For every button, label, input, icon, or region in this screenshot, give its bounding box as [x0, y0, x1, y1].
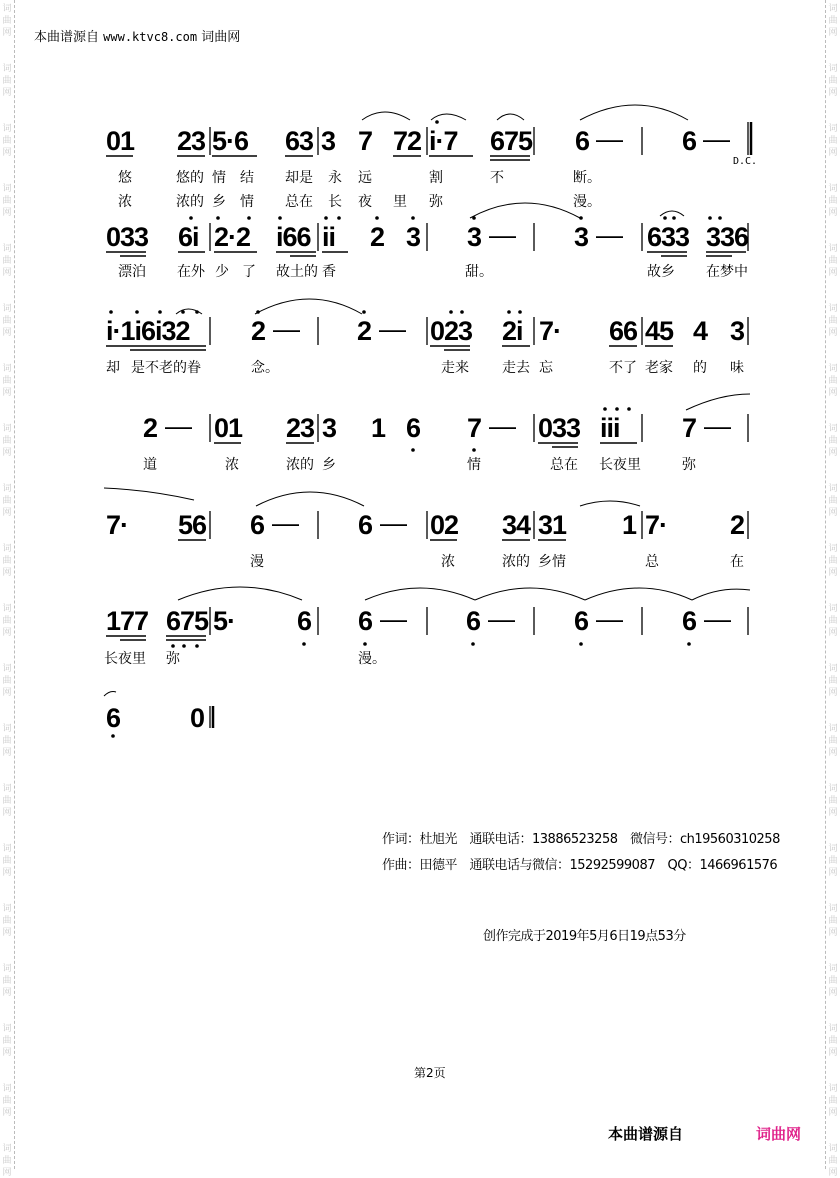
lyric: 弥 — [166, 651, 180, 667]
lyric: 结 — [240, 170, 254, 186]
watermark-char: 词 — [828, 1144, 838, 1154]
watermark-char: 词 — [828, 1024, 838, 1034]
note: 0 — [190, 703, 205, 733]
note: 033 — [538, 413, 581, 443]
watermark-char: 曲 — [828, 616, 838, 626]
lyric: 浓 — [441, 554, 455, 570]
beam-lines — [106, 156, 749, 640]
watermark-char: 词 — [2, 244, 12, 254]
note: 7· — [106, 510, 129, 540]
note-dash: — — [273, 314, 299, 344]
watermark-char: 网 — [2, 748, 12, 758]
note: 02 — [430, 510, 459, 540]
lyric: 远 — [358, 170, 372, 186]
lyric: 长夜里 — [599, 457, 641, 473]
lyric: 总在 — [550, 457, 578, 473]
watermark-char: 曲 — [828, 196, 838, 206]
note: 34 — [502, 510, 531, 540]
lyric: 不 — [490, 170, 504, 186]
footer-site-name[interactable]: 词曲网 — [756, 1125, 802, 1143]
watermark-char: 词 — [2, 364, 12, 374]
watermark-char: 词 — [828, 544, 838, 554]
header-site-name: 词曲网 — [201, 30, 241, 45]
watermark-char: 曲 — [828, 976, 838, 986]
lyric: 乡 — [212, 194, 226, 210]
watermark-char: 词 — [2, 964, 12, 974]
note: 3 — [574, 222, 589, 252]
watermark-char: 网 — [828, 1168, 838, 1178]
header-source-label: 本曲谱源自 — [34, 30, 100, 45]
note: 2 — [730, 510, 745, 540]
watermark-char: 网 — [828, 508, 838, 518]
watermark-char: 词 — [2, 1084, 12, 1094]
lyric: 长夜里 — [104, 651, 146, 667]
watermark-char: 曲 — [2, 676, 12, 686]
lyric: 漫。 — [573, 194, 601, 210]
note: iii — [600, 413, 620, 443]
note: 6 — [358, 510, 373, 540]
note-dash: — — [489, 411, 515, 441]
note-dash: — — [489, 220, 515, 250]
note: 01 — [106, 126, 135, 156]
note: 3 — [730, 316, 745, 346]
watermark-char: 曲 — [828, 316, 838, 326]
note: i·1i6i32 — [106, 316, 190, 346]
note: 56 — [178, 510, 207, 540]
note-dash: — — [596, 604, 622, 634]
note: 5· — [213, 606, 236, 636]
watermark-char: 词 — [2, 784, 12, 794]
note: 72 — [393, 126, 422, 156]
watermark-char: 词 — [2, 484, 12, 494]
note: 6 — [466, 606, 481, 636]
lyric: 的 — [693, 360, 707, 376]
header-url[interactable]: www.ktvc8.com — [103, 30, 198, 44]
watermark-char: 词 — [828, 724, 838, 734]
watermark-char: 词 — [828, 124, 838, 134]
watermark-char: 词 — [2, 664, 12, 674]
lyric: 夜 — [358, 194, 372, 210]
watermark-char: 曲 — [828, 76, 838, 86]
watermark-char: 网 — [2, 688, 12, 698]
note: 675 — [490, 126, 533, 156]
lyric: 香 — [322, 264, 336, 280]
note: 5·6 — [212, 126, 249, 156]
watermark-char: 网 — [828, 628, 838, 638]
watermark-char: 网 — [2, 808, 12, 818]
note: 6 — [106, 703, 121, 733]
lyric: 总在 — [285, 194, 313, 210]
watermark-char: 网 — [828, 1048, 838, 1058]
watermark-char: 词 — [2, 844, 12, 854]
note: 3 — [406, 222, 421, 252]
lyricist-credit: 作词：杜旭光 通联电话：13886523258 微信号：ch19560310258 — [382, 832, 780, 847]
watermark-char: 网 — [828, 148, 838, 158]
watermark-char: 曲 — [2, 736, 12, 746]
lyric: 道 — [143, 457, 157, 473]
watermark-char: 网 — [2, 328, 12, 338]
note-dash: — — [380, 508, 406, 538]
watermark-char: 词 — [828, 64, 838, 74]
watermark-char: 网 — [828, 748, 838, 758]
watermark-char: 词 — [828, 904, 838, 914]
lyric: 念。 — [251, 360, 279, 376]
note: 2 — [370, 222, 385, 252]
watermark-char: 词 — [2, 304, 12, 314]
watermark-char: 曲 — [828, 1156, 838, 1166]
watermark-char: 网 — [2, 388, 12, 398]
note-dash: — — [596, 124, 622, 154]
lyric: 故土的 — [276, 264, 318, 280]
lyric: 浓的 — [176, 194, 204, 210]
watermark-char: 词 — [828, 484, 838, 494]
watermark-char: 曲 — [2, 136, 12, 146]
lyric: 情 — [240, 194, 254, 210]
note: 6 — [297, 606, 312, 636]
watermark-char: 词 — [2, 424, 12, 434]
watermark-char: 网 — [828, 808, 838, 818]
watermark-char: 曲 — [2, 76, 12, 86]
note: 4 — [693, 316, 708, 346]
lyric: 悠 — [118, 170, 132, 186]
watermark-char: 网 — [828, 1108, 838, 1118]
note-dash: — — [165, 411, 191, 441]
watermark-char: 网 — [828, 448, 838, 458]
watermark-char: 网 — [828, 328, 838, 338]
watermark-char: 词 — [2, 64, 12, 74]
watermark-char: 曲 — [2, 316, 12, 326]
lyric: 不了 — [609, 360, 637, 376]
note-dash: — — [380, 604, 406, 634]
watermark-char: 词 — [2, 4, 12, 14]
watermark-char: 词 — [828, 304, 838, 314]
watermark-char: 网 — [2, 1168, 12, 1178]
lyric: 总 — [645, 554, 659, 570]
watermark-char: 曲 — [828, 1096, 838, 1106]
note: 3 — [322, 413, 337, 443]
note-dash: — — [488, 604, 514, 634]
lyric: 在外 — [177, 264, 205, 280]
note: 6 — [682, 126, 697, 156]
watermark-char: 曲 — [828, 436, 838, 446]
lyric: 悠的 — [176, 170, 204, 186]
note: 23 — [177, 126, 206, 156]
watermark-char: 网 — [828, 688, 838, 698]
note: 633 — [647, 222, 690, 252]
note: ii — [322, 222, 336, 252]
watermark-char: 词 — [2, 724, 12, 734]
note: 3 — [321, 126, 336, 156]
note-dash: — — [703, 124, 729, 154]
watermark-char: 词 — [828, 184, 838, 194]
note: 6 — [406, 413, 421, 443]
note: 2·2 — [214, 222, 251, 252]
watermark-char: 曲 — [828, 736, 838, 746]
lyric: 是不老的眷 — [131, 360, 201, 376]
watermark-char: 词 — [2, 904, 12, 914]
note: i66 — [276, 222, 311, 252]
watermark-char: 网 — [828, 208, 838, 218]
lyric: 浓的 — [286, 457, 314, 473]
watermark-char: 曲 — [828, 1036, 838, 1046]
note: 3 — [467, 222, 482, 252]
lyric: 忘 — [539, 360, 553, 376]
watermark-char: 网 — [828, 88, 838, 98]
watermark-char: 曲 — [828, 676, 838, 686]
note: 6 — [358, 606, 373, 636]
lyric: 乡 — [322, 457, 336, 473]
watermark-char: 网 — [2, 628, 12, 638]
watermark-char: 网 — [2, 268, 12, 278]
lyric: 断。 — [573, 170, 601, 186]
watermark-char: 词 — [2, 1144, 12, 1154]
lyric: 情 — [212, 170, 226, 186]
note-dash: — — [704, 411, 730, 441]
watermark-char: 曲 — [828, 856, 838, 866]
note: 6 — [575, 126, 590, 156]
note: 2 — [357, 316, 372, 346]
watermark-char: 网 — [2, 88, 12, 98]
watermark-char: 网 — [828, 568, 838, 578]
watermark-char: 曲 — [2, 916, 12, 926]
watermark-char: 曲 — [2, 1036, 12, 1046]
lyric: 里 — [393, 194, 407, 210]
watermark-char: 曲 — [2, 556, 12, 566]
note: 7 — [358, 126, 373, 156]
note-dash: — — [379, 314, 405, 344]
note: 31 — [538, 510, 567, 540]
lyric: 甜。 — [465, 264, 493, 280]
note: 7 — [467, 413, 482, 443]
note: 6 — [682, 606, 697, 636]
watermark-char: 曲 — [2, 196, 12, 206]
watermark-char: 曲 — [2, 616, 12, 626]
watermark-char: 词 — [828, 604, 838, 614]
watermark-char: 网 — [2, 1048, 12, 1058]
note-dash: — — [596, 220, 622, 250]
note: 336 — [706, 222, 749, 252]
lyric: 永 — [328, 170, 342, 186]
watermark-char: 词 — [828, 364, 838, 374]
watermark-char: 词 — [828, 844, 838, 854]
watermark-char: 词 — [828, 244, 838, 254]
lyric: 在 — [730, 554, 744, 570]
watermark-char: 网 — [2, 508, 12, 518]
watermark-char: 词 — [2, 124, 12, 134]
watermark-char: 曲 — [2, 376, 12, 386]
watermark-char: 曲 — [828, 496, 838, 506]
note: 6 — [250, 510, 265, 540]
note: 45 — [645, 316, 674, 346]
watermark-char: 曲 — [2, 1096, 12, 1106]
watermark-char: 词 — [2, 604, 12, 614]
lyric: 故乡 — [647, 264, 675, 280]
footer-source-label: 本曲谱源自 — [608, 1125, 684, 1143]
watermark-char: 网 — [2, 928, 12, 938]
watermark-char: 网 — [2, 868, 12, 878]
lyric: 长 — [328, 194, 342, 210]
note: 033 — [106, 222, 149, 252]
watermark-char: 网 — [828, 868, 838, 878]
watermark-char: 曲 — [828, 136, 838, 146]
lyric: 情 — [467, 457, 481, 473]
lyric: 老家 — [645, 360, 673, 376]
watermark-char: 曲 — [828, 916, 838, 926]
lyric: 了 — [242, 264, 256, 280]
note: 2 — [143, 413, 158, 443]
note: 7· — [539, 316, 562, 346]
note: 2 — [251, 316, 266, 346]
note: 6 — [574, 606, 589, 636]
lyric: 漫。 — [358, 651, 386, 667]
watermark-char: 网 — [2, 28, 12, 38]
note: 66 — [609, 316, 638, 346]
watermark-char: 曲 — [2, 436, 12, 446]
lyric: 却 — [106, 360, 120, 376]
watermark-char: 曲 — [828, 256, 838, 266]
lyric: 弥 — [429, 194, 443, 210]
watermark-char: 曲 — [2, 16, 12, 26]
lyric: 割 — [429, 170, 443, 186]
watermark-char: 网 — [2, 148, 12, 158]
note-dash: — — [272, 508, 298, 538]
lyric: 少 — [215, 264, 229, 280]
watermark-char: 网 — [2, 568, 12, 578]
note: 023 — [430, 316, 473, 346]
watermark-char: 网 — [828, 28, 838, 38]
watermark-char: 词 — [2, 184, 12, 194]
watermark-char: 网 — [2, 1108, 12, 1118]
note: 1 — [622, 510, 637, 540]
watermark-char: 曲 — [2, 856, 12, 866]
completion-date: 创作完成于2019年5月6日19点53分 — [483, 929, 686, 944]
lyric: 弥 — [682, 457, 696, 473]
lyric: 浓 — [118, 194, 132, 210]
lyric: 走来 — [441, 360, 469, 376]
note: 177 — [106, 606, 149, 636]
watermark-char: 曲 — [828, 16, 838, 26]
lyric: 漫 — [250, 554, 264, 570]
watermark-char: 网 — [828, 928, 838, 938]
note: 23 — [286, 413, 315, 443]
watermark-char: 网 — [2, 448, 12, 458]
watermark-char: 网 — [828, 268, 838, 278]
watermark-char: 曲 — [828, 796, 838, 806]
watermark-char: 词 — [828, 4, 838, 14]
lyric: 乡情 — [538, 554, 566, 570]
watermark-char: 曲 — [828, 556, 838, 566]
lyric: 浓 — [225, 457, 239, 473]
watermark-char: 词 — [2, 1024, 12, 1034]
dc-mark: D.C. — [733, 156, 758, 167]
lyric: 却是 — [285, 170, 313, 186]
lyric: 味 — [730, 360, 744, 376]
watermark-char: 曲 — [2, 796, 12, 806]
watermark-char: 词 — [828, 424, 838, 434]
watermark-char: 网 — [2, 988, 12, 998]
note: 01 — [214, 413, 243, 443]
watermark-char: 曲 — [2, 1156, 12, 1166]
note: i·7 — [429, 126, 458, 156]
watermark-char: 网 — [828, 388, 838, 398]
page-number: 第2页 — [414, 1066, 446, 1080]
watermark-char: 网 — [828, 988, 838, 998]
watermark-char: 网 — [2, 208, 12, 218]
note-dash: — — [704, 604, 730, 634]
watermark-char: 词 — [828, 964, 838, 974]
note: 675 — [166, 606, 209, 636]
note: 2i — [502, 316, 523, 346]
watermark-char: 词 — [2, 544, 12, 554]
watermark-char: 曲 — [828, 376, 838, 386]
note: 7 — [682, 413, 697, 443]
lyric: 漂泊 — [118, 264, 146, 280]
watermark-char: 词 — [828, 784, 838, 794]
watermark-char: 词 — [828, 664, 838, 674]
watermark-char: 词 — [828, 1084, 838, 1094]
watermark-char: 曲 — [2, 256, 12, 266]
lyric: 浓的 — [502, 554, 530, 570]
note: 63 — [285, 126, 314, 156]
lyric: 走去 — [502, 360, 530, 376]
watermark-char: 曲 — [2, 976, 12, 986]
note: 1 — [371, 413, 386, 443]
composer-credit: 作曲：田德平 通联电话与微信：15292599087 QQ：1466961576 — [382, 858, 778, 873]
note: 6i — [178, 222, 199, 252]
watermark-char: 曲 — [2, 496, 12, 506]
note: 7· — [645, 510, 668, 540]
lyric: 在梦中 — [706, 264, 748, 280]
octave-dots — [109, 120, 722, 738]
